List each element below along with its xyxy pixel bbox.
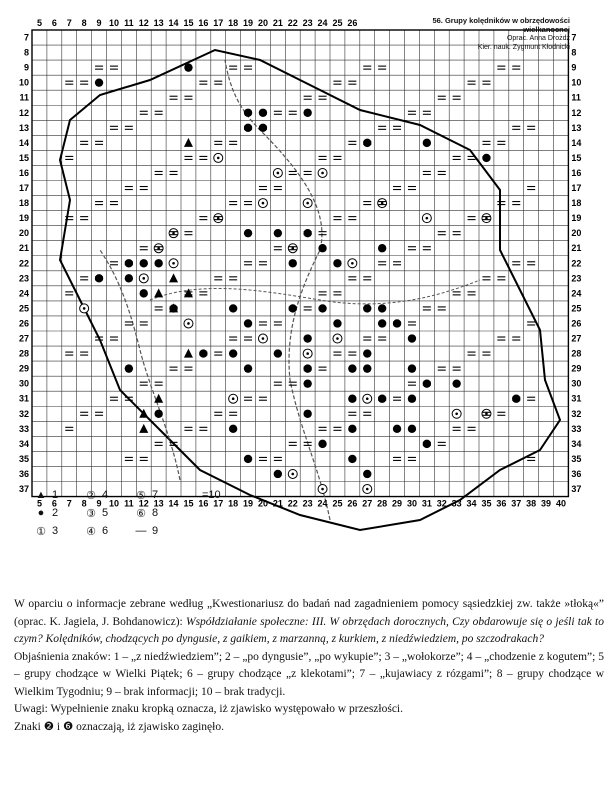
- bottom-axis-label: 38: [526, 498, 537, 509]
- symbol-dot: [154, 410, 162, 418]
- left-axis-label: 20: [18, 228, 29, 239]
- symbol-dot: [318, 244, 326, 252]
- circled-number-icon: ⑤: [136, 489, 146, 502]
- bottom-axis-label: 37: [511, 498, 522, 509]
- symbol-ring-dot: [217, 217, 220, 220]
- symbol-dot: [452, 379, 460, 387]
- bottom-axis-label: 27: [362, 498, 373, 509]
- symbol-dot: [318, 304, 326, 312]
- symbol-dot: [274, 349, 282, 357]
- river-oder: [100, 250, 180, 480]
- map-borders: [60, 50, 560, 530]
- legend-label: 3: [52, 525, 59, 537]
- bottom-axis-label: 31: [421, 498, 432, 509]
- symbol-ring-dot: [485, 412, 488, 415]
- left-axis-label: 25: [18, 303, 29, 314]
- legend-label: 5: [102, 507, 109, 519]
- left-axis-label: 15: [18, 152, 29, 163]
- symbol-dot: [303, 364, 311, 372]
- top-axis-label: 22: [287, 18, 298, 28]
- right-axis-label: 20: [571, 228, 582, 239]
- symbol-dot: [244, 319, 252, 327]
- symbol-dot: [363, 364, 371, 372]
- legend-item: [184, 488, 221, 502]
- left-axis-label: 14: [18, 137, 29, 148]
- symbol-dot: [348, 395, 356, 403]
- top-axis-label: 24: [317, 18, 328, 28]
- right-axis-label: 31: [571, 393, 582, 404]
- right-axis-label: 37: [571, 484, 582, 495]
- top-axis-label: 15: [183, 18, 194, 28]
- right-axis-label: 36: [571, 468, 582, 479]
- symbol-ring-dot: [321, 488, 324, 491]
- right-axis-label: 12: [571, 107, 582, 118]
- top-axis-label: 6: [51, 18, 57, 28]
- map-supervisor: Kier. nauk. Zygmunt Kłodnicki: [477, 44, 570, 51]
- symbol-ring-dot: [157, 247, 160, 250]
- right-axis-label: 17: [571, 183, 582, 194]
- caption-signs-note: Znaki ❷ i ❻ oznaczają, iż zjawisko zaginęło.: [14, 720, 224, 733]
- circled-number-icon: ⑥: [136, 507, 146, 520]
- left-axis-label: 36: [18, 468, 29, 479]
- legend-label: 4: [102, 489, 109, 501]
- symbol-ring-dot: [426, 217, 429, 220]
- top-axis-label: 8: [81, 18, 87, 28]
- right-axis-label: 34: [571, 438, 582, 449]
- symbol-dot: [244, 229, 252, 237]
- top-axis-label: 20: [257, 18, 268, 28]
- symbol-dot: [140, 289, 148, 297]
- symbol-ring-dot: [351, 262, 354, 265]
- right-axis-label: 33: [571, 423, 582, 434]
- symbol-dot: [333, 259, 341, 267]
- symbol-ring-dot: [306, 352, 309, 355]
- symbol-triangle: [184, 138, 193, 147]
- symbol-dot: [244, 124, 252, 132]
- right-axis-label: 25: [571, 303, 582, 314]
- bottom-axis-label: 20: [257, 498, 268, 509]
- right-axis-label: 9: [571, 62, 577, 73]
- symbol-ring-dot: [306, 202, 309, 205]
- caption-source-text: W oparciu o informacje zebrane według „Kwestionariusz do badań nad zagadnieniem pomocy sąsiedzkiej zw. także »tłoką«” (oprac. K. Jagiela, J. Bohdanowicz):: [14, 598, 604, 628]
- symbol-dot: [95, 274, 103, 282]
- top-axis-label: 14: [168, 18, 179, 28]
- bottom-axis-label: 25: [332, 498, 343, 509]
- symbol-ring-dot: [83, 307, 86, 310]
- top-axis-label: 5: [36, 18, 42, 28]
- bottom-axis-label: 9: [96, 498, 102, 509]
- dash-icon: —: [135, 525, 147, 537]
- symbol-dot: [259, 109, 267, 117]
- symbol-ring-dot: [172, 262, 175, 265]
- symbol-ring-dot: [291, 247, 294, 250]
- bottom-axis-label: 16: [198, 498, 209, 509]
- right-axis-label: 23: [571, 273, 582, 284]
- bottom-axis-label: 8: [81, 498, 87, 509]
- left-axis-label: 27: [18, 333, 29, 344]
- bottom-axis-label: 10: [108, 498, 119, 509]
- symbol-triangle: [154, 288, 163, 297]
- map-title-line: wielkanocnej: [523, 25, 570, 34]
- legend-item: [84, 506, 108, 520]
- dot-icon: ●: [37, 507, 45, 519]
- left-axis-label: 24: [18, 288, 29, 299]
- legend-label: =10: [202, 489, 221, 501]
- top-axis-label: 16: [198, 18, 209, 28]
- symbol-dot: [95, 78, 103, 86]
- left-axis-label: 30: [18, 378, 29, 389]
- right-axis-label: 11: [571, 92, 581, 103]
- bottom-axis-label: 36: [496, 498, 507, 509]
- symbol-ring-dot: [232, 397, 235, 400]
- symbol-dot: [393, 319, 401, 327]
- left-axis-label: 17: [18, 183, 29, 194]
- left-axis-label: 32: [18, 408, 29, 419]
- top-axis-label: 25: [332, 18, 343, 28]
- bottom-axis-label: 12: [138, 498, 149, 509]
- symbol-dot: [244, 109, 252, 117]
- symbol-dot: [289, 259, 297, 267]
- left-axis-label: 33: [18, 423, 29, 434]
- symbol-ring-dot: [291, 473, 294, 476]
- symbol-dot: [184, 63, 192, 71]
- left-axis-label: 31: [18, 393, 29, 404]
- bottom-axis-label: 5: [36, 498, 42, 509]
- symbol-dot: [199, 349, 207, 357]
- legend-label: 8: [152, 507, 159, 519]
- symbol-dot: [378, 304, 386, 312]
- symbol-ring-dot: [172, 232, 175, 235]
- symbol-dot: [378, 395, 386, 403]
- left-axis-label: 9: [23, 62, 29, 73]
- symbol-dot: [423, 139, 431, 147]
- bottom-axis-label: 11: [124, 498, 134, 509]
- right-axis-label: 32: [571, 408, 582, 419]
- right-axis-label: 14: [571, 137, 582, 148]
- left-axis-label: 28: [18, 348, 29, 359]
- left-axis-label: 13: [18, 122, 29, 133]
- symbol-ring-dot: [142, 277, 145, 280]
- symbol-dot: [363, 139, 371, 147]
- bottom-axis-label: 7: [66, 498, 72, 509]
- right-axis-label: 18: [571, 198, 582, 209]
- symbol-triangle: [139, 424, 148, 433]
- left-axis-label: 10: [18, 77, 29, 88]
- bottom-axis-label: 33: [451, 498, 462, 509]
- right-axis-label: 28: [571, 348, 582, 359]
- map-grid: [32, 30, 568, 497]
- bottom-axis-label: 28: [377, 498, 388, 509]
- legend-label: 1: [52, 489, 59, 501]
- top-axis-label: 26: [347, 18, 358, 28]
- map-caption: [14, 596, 604, 736]
- circled-number-icon: ②: [86, 489, 96, 502]
- symbol-dot: [423, 440, 431, 448]
- bottom-axis-label: 19: [243, 498, 254, 509]
- circled-number-icon: ③: [86, 507, 96, 520]
- legend-label: 6: [102, 525, 109, 537]
- caption-source: [14, 596, 604, 649]
- symbol-dot: [274, 470, 282, 478]
- right-axis-label: 26: [571, 318, 582, 329]
- left-axis-label: 34: [18, 438, 29, 449]
- right-axis-label: 13: [571, 122, 582, 133]
- left-axis-label: 11: [19, 92, 29, 103]
- symbol-ring-dot: [485, 217, 488, 220]
- symbol-dot: [378, 244, 386, 252]
- bottom-axis-label: 34: [466, 498, 477, 509]
- symbol-dot: [348, 425, 356, 433]
- symbol-dot: [154, 259, 162, 267]
- symbol-ring-dot: [187, 322, 190, 325]
- right-axis-label: 10: [571, 77, 582, 88]
- symbol-dot: [393, 425, 401, 433]
- bottom-axis-label: 35: [481, 498, 492, 509]
- symbol-dot: [333, 319, 341, 327]
- symbol-ring-dot: [366, 397, 369, 400]
- symbol-dot: [318, 440, 326, 448]
- symbol-dot: [512, 395, 520, 403]
- right-axis-label: 19: [571, 213, 582, 224]
- symbol-ring-dot: [455, 412, 458, 415]
- legend-label: 2: [52, 507, 59, 519]
- symbol-dot: [408, 364, 416, 372]
- symbol-dot: [303, 334, 311, 342]
- symbol-ring-dot: [336, 337, 339, 340]
- symbol-dot: [125, 259, 133, 267]
- legend-item: [84, 524, 108, 538]
- left-axis-label: 37: [18, 484, 29, 495]
- symbol-dot: [423, 379, 431, 387]
- symbol-dot: [289, 304, 297, 312]
- left-axis-label: 8: [23, 47, 29, 58]
- legend-item: [34, 488, 58, 502]
- symbol-dot: [408, 395, 416, 403]
- bottom-axis-label: 40: [555, 498, 566, 509]
- symbol-dot: [408, 425, 416, 433]
- legend-item: [134, 488, 158, 502]
- bottom-axis-label: 14: [168, 498, 179, 509]
- top-axis-label: 11: [124, 18, 134, 28]
- left-axis-label: 12: [18, 107, 29, 118]
- symbol-dot: [363, 349, 371, 357]
- right-axis-label: 29: [571, 363, 582, 374]
- symbol-dot: [363, 304, 371, 312]
- legend-item: [84, 488, 108, 502]
- symbol-dot: [274, 229, 282, 237]
- left-axis-label: 23: [18, 273, 29, 284]
- symbol-dot: [303, 229, 311, 237]
- top-axis-label: 13: [153, 18, 164, 28]
- symbol-dot: [378, 319, 386, 327]
- right-axis-label: 8: [571, 47, 577, 58]
- bottom-axis-label: 24: [317, 498, 328, 509]
- map-author: Oprac. Anna Drożdż: [506, 35, 570, 42]
- right-axis-label: 16: [571, 167, 582, 178]
- right-axis-label: 30: [571, 378, 582, 389]
- left-axis-label: 29: [18, 363, 29, 374]
- caption-source-italic: Współdziałanie społeczne: III. W obrzędach dorocznych, Czy obdarowuje się o jeśli tak to czym? Kolędników, chodzących po dyngusie, z gaikiem, z marzanną, z kurkiem, z niedźwiedziem, po szczodrakach?: [14, 615, 604, 645]
- left-axis-label: 22: [18, 258, 29, 269]
- right-axis-label: 24: [571, 288, 582, 299]
- top-axis-label: 18: [228, 18, 239, 28]
- legend-label: 9: [152, 525, 159, 537]
- symbol-ring-dot: [277, 172, 280, 175]
- map-title-line: 56. Grupy kolędników w obrzędowości: [432, 16, 570, 25]
- top-axis-label: 10: [108, 18, 119, 28]
- symbol-dot: [229, 425, 237, 433]
- left-axis-label: 18: [18, 198, 29, 209]
- bottom-axis-label: 17: [213, 498, 224, 509]
- top-axis-label: 9: [96, 18, 102, 28]
- bottom-axis-label: 13: [153, 498, 164, 509]
- bottom-axis-label: 6: [51, 498, 57, 509]
- bottom-axis-label: 18: [228, 498, 239, 509]
- symbol-dot: [244, 455, 252, 463]
- top-axis-label: 19: [243, 18, 254, 28]
- symbol-dot: [482, 154, 490, 162]
- map-legend: [34, 488, 234, 558]
- bottom-axis-label: 21: [272, 498, 283, 509]
- symbol-ring-dot: [217, 157, 220, 160]
- top-axis-label: 21: [272, 18, 283, 28]
- bottom-axis-label: 22: [287, 498, 298, 509]
- legend-item: [34, 524, 58, 538]
- right-axis-label: 21: [571, 243, 582, 254]
- bottom-axis-label: 26: [347, 498, 358, 509]
- top-axis-label: 23: [302, 18, 313, 28]
- left-axis-label: 26: [18, 318, 29, 329]
- symbol-dot: [244, 364, 252, 372]
- legend-item: [134, 506, 158, 520]
- symbol-triangle: [169, 273, 178, 282]
- symbol-dot: [363, 470, 371, 478]
- symbol-ring-dot: [321, 172, 324, 175]
- left-axis-label: 21: [18, 243, 29, 254]
- symbol-ring-dot: [381, 202, 384, 205]
- symbol-dot: [259, 124, 267, 132]
- triangle-icon: ▲: [35, 489, 47, 501]
- circled-number-icon: ④: [86, 525, 96, 538]
- symbol-dot: [408, 334, 416, 342]
- legend-item: [134, 524, 158, 538]
- bottom-axis-label: 15: [183, 498, 194, 509]
- symbol-dot: [140, 259, 148, 267]
- caption-remarks: Uwagi: Wypełnienie znaku kropką oznacza, iż zjawisko występowało w przeszłości.: [14, 703, 404, 715]
- bottom-axis-label: 32: [436, 498, 447, 509]
- equals-icon: [184, 488, 198, 502]
- symbol-triangle: [184, 349, 193, 358]
- symbol-dot: [125, 364, 133, 372]
- caption-legend-explanation: Objaśnienia znaków: 1 – „z niedźwiedziem”; 2 – „po dyngusie”, „po wykupie”; 3 – „wołokorze”; 4 – „chodzenie z kogutem”; 5 – grupy chodzące w Wielki Piątek; 6 – grupy chodzące „z klekotami”; 7 – „kujawiacy z rózgami”; 8 – grupy chodzące w Wielkim Tygodniu; 9 – brak informacji; 10 – brak tradycji.: [14, 650, 604, 698]
- right-axis-label: 7: [571, 32, 577, 43]
- symbol-dot: [229, 349, 237, 357]
- symbol-dot: [303, 109, 311, 117]
- symbol-dot: [125, 274, 133, 282]
- legend-label: 7: [152, 489, 159, 501]
- symbol-dot: [303, 379, 311, 387]
- left-axis-label: 16: [18, 167, 29, 178]
- right-axis-label: 22: [571, 258, 582, 269]
- bottom-axis-label: 29: [392, 498, 403, 509]
- top-axis-label: 17: [213, 18, 224, 28]
- map-title: [400, 16, 570, 52]
- symbol-ring-dot: [262, 337, 265, 340]
- bottom-axis-label: 30: [406, 498, 417, 509]
- circled-number-icon: ①: [36, 525, 46, 538]
- top-axis-label: 12: [138, 18, 149, 28]
- symbol-ring-dot: [366, 488, 369, 491]
- right-axis-label: 27: [571, 333, 582, 344]
- legend-item: [34, 506, 58, 520]
- right-axis-label: 35: [571, 453, 582, 464]
- symbol-ring-dot: [262, 202, 265, 205]
- right-axis-label: 15: [571, 152, 582, 163]
- left-axis-label: 35: [18, 453, 29, 464]
- bottom-axis-label: 23: [302, 498, 313, 509]
- left-axis-label: 19: [18, 213, 29, 224]
- country-border: [60, 50, 560, 530]
- bottom-axis-label: 39: [541, 498, 552, 509]
- top-axis-label: 7: [66, 18, 72, 28]
- symbol-dot: [348, 455, 356, 463]
- symbol-dot: [303, 410, 311, 418]
- symbol-dot: [229, 304, 237, 312]
- symbol-dot: [348, 364, 356, 372]
- left-axis-label: 7: [23, 32, 29, 43]
